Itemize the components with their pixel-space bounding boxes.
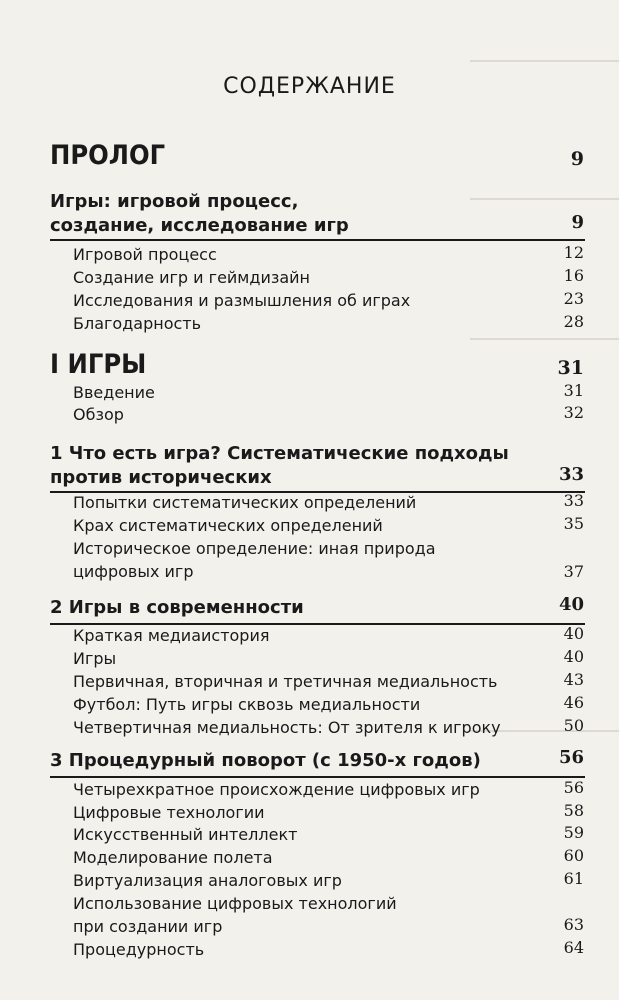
toc-entry-page: 60: [563, 846, 584, 865]
chapter-page-2: 40: [558, 594, 584, 615]
part-title-1: I ИГРЫ: [50, 349, 147, 380]
chapter-page-1: 33: [558, 464, 584, 485]
toc-entry: Виртуализация аналоговых игр: [73, 871, 342, 890]
toc-entry: Искусственный интеллект: [73, 825, 298, 844]
toc-entry: Четырехкратное происхождение цифровых игр: [73, 780, 480, 799]
toc-entry: Благодарность: [73, 314, 202, 333]
toc-entry-page: 64: [563, 938, 584, 957]
toc-entry-page: 35: [563, 514, 584, 533]
chapter-title-prolog-line2: создание, исследование игр: [50, 215, 349, 236]
toc-entry: цифровых игр: [73, 562, 194, 581]
chapter-rule: [50, 239, 585, 241]
toc-entry: Игровой процесс: [73, 245, 217, 264]
toc-entry-page: 37: [563, 562, 584, 581]
chapter-title-3: 3 Процедурный поворот (с 1950-х годов): [50, 750, 481, 771]
toc-entry: Использование цифровых технологий: [73, 894, 397, 913]
toc-entry: Исследования и размышления об играх: [73, 291, 411, 310]
chapter-page-prolog: 9: [571, 212, 584, 233]
toc-title: СОДЕРЖАНИЕ: [223, 74, 396, 99]
toc-entry: Моделирование полета: [73, 848, 273, 867]
toc-entry-page: 56: [563, 778, 584, 797]
part-title-prolog: ПРОЛОГ: [50, 140, 166, 171]
toc-entry-page: 59: [563, 823, 584, 842]
toc-entry: Четвертичная медиальность: От зрителя к игроку: [73, 718, 501, 737]
toc-entry: Крах систематических определений: [73, 516, 383, 535]
chapter-page-3: 56: [558, 747, 584, 768]
toc-entry: Футбол: Путь игры сквозь медиальности: [73, 695, 421, 714]
toc-entry: Процедурность: [73, 940, 205, 959]
part-page-prolog: 9: [570, 148, 584, 170]
toc-entry-page: 40: [563, 647, 584, 666]
show-through-line: [470, 60, 619, 62]
toc-entry-page: 61: [563, 869, 584, 888]
toc-entry: Игры: [73, 649, 117, 668]
toc-entry-page: 58: [563, 801, 584, 820]
toc-entry-page: 33: [563, 491, 584, 510]
toc-entry-page: 40: [563, 624, 584, 643]
toc-entry: Историческое определение: иная природа: [73, 539, 436, 558]
toc-entry: Обзор: [73, 405, 124, 424]
chapter-title-1-line1: 1 Что есть игра? Систематические подходы: [50, 443, 509, 464]
chapter-title-prolog-line1: Игры: игровой процесс,: [50, 191, 299, 212]
toc-entry-page: 46: [563, 693, 584, 712]
toc-entry-page: 28: [563, 312, 584, 331]
toc-entry-page: 31: [563, 381, 584, 400]
toc-entry-page: 12: [563, 243, 584, 262]
toc-entry: Первичная, вторичная и третичная медиальность: [73, 672, 498, 691]
toc-entry-page: 43: [563, 670, 584, 689]
toc-entry-page: 23: [563, 289, 584, 308]
part-page-1: 31: [557, 357, 584, 379]
toc-entry: при создании игр: [73, 917, 223, 936]
toc-entry: Попытки систематических определений: [73, 493, 417, 512]
toc-entry-page: 50: [563, 716, 584, 735]
toc-entry-page: 32: [563, 403, 584, 422]
toc-entry-page: 16: [563, 266, 584, 285]
chapter-title-1-line2: против исторических: [50, 467, 272, 488]
chapter-title-2: 2 Игры в современности: [50, 597, 304, 618]
toc-entry: Цифровые технологии: [73, 803, 265, 822]
toc-entry: Краткая медиаистория: [73, 626, 270, 645]
toc-entry: Введение: [73, 383, 155, 402]
toc-entry-page: 63: [563, 915, 584, 934]
toc-entry: Создание игр и геймдизайн: [73, 268, 311, 287]
show-through-line: [470, 338, 619, 340]
